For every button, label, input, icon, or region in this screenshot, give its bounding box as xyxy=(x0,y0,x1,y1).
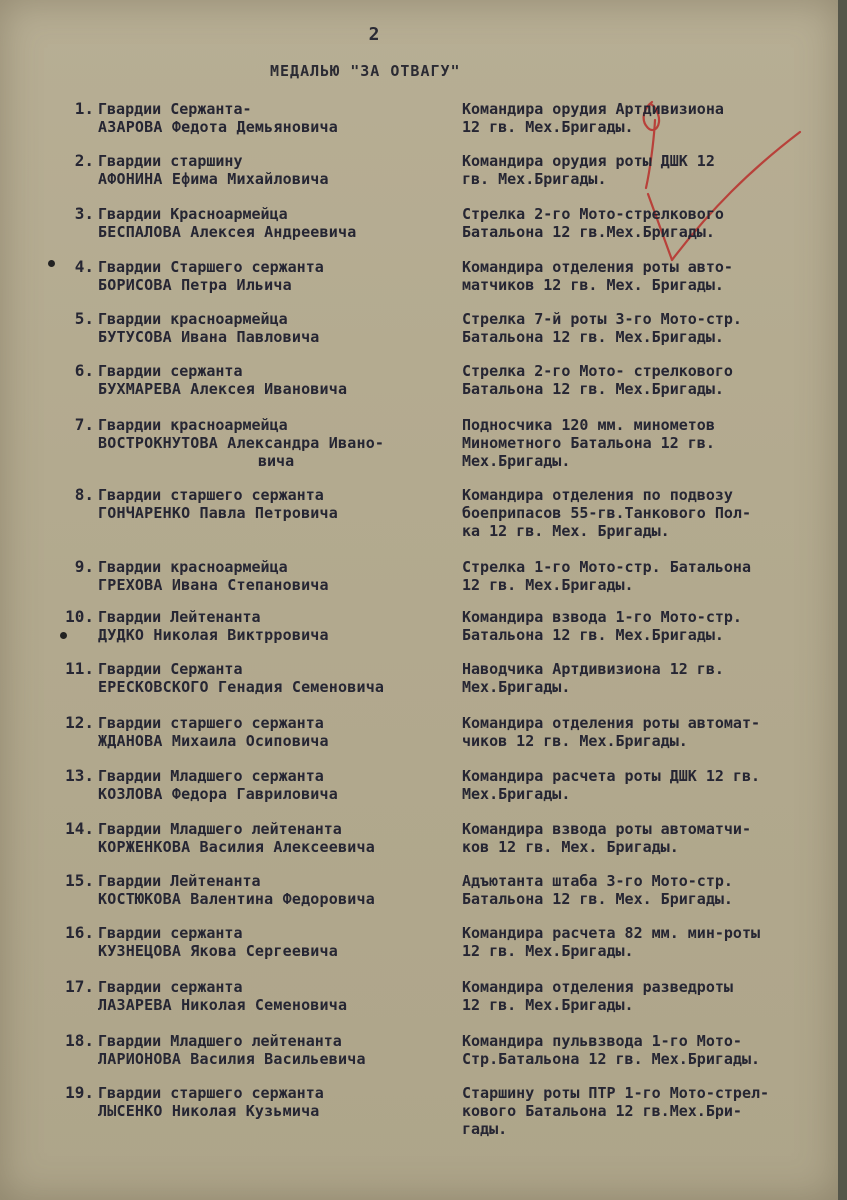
entry-person xyxy=(98,205,458,241)
entry-rank: Гвардии сержанта xyxy=(98,978,243,996)
entry-rank: Гвардии Сержанта xyxy=(98,660,243,678)
entry-number: 13. xyxy=(65,766,94,785)
entry-number: 12. xyxy=(65,713,94,732)
entry-person xyxy=(98,152,458,188)
entry-number: 16. xyxy=(65,923,94,942)
entry-number: 5. xyxy=(74,309,94,328)
entry-name: ВОСТРОКНУТОВА Александра Ивано- xyxy=(98,434,385,452)
entry-person xyxy=(98,362,458,398)
entry-rank: Гвардии красноармейца xyxy=(98,416,288,434)
document-title: МЕДАЛЬЮ "ЗА ОТВАГУ" xyxy=(270,62,461,80)
entry-name: ГОНЧАРЕНКО Павла Петровича xyxy=(98,504,338,522)
entry-name: КУЗНЕЦОВА Якова Сергеевича xyxy=(98,942,338,960)
entry-name: БЕСПАЛОВА Алексея Андреевича xyxy=(98,223,357,241)
entry-person xyxy=(98,1032,458,1068)
entry-rank: Гвардии старшего сержанта xyxy=(98,714,324,732)
entry-rank: Гвардии старшего сержанта xyxy=(98,1084,324,1102)
entry-person xyxy=(98,608,458,644)
entry-name: КОЗЛОВА Федора Гавриловича xyxy=(98,785,338,803)
entry-person xyxy=(98,872,458,908)
entry-name: ЛАЗАРЕВА Николая Семеновича xyxy=(98,996,348,1014)
entry-number: 7. xyxy=(74,415,94,434)
entry-name: ЕРЕСКОВСКОГО Генадия Семеновича xyxy=(98,678,385,696)
entry-number: 11. xyxy=(65,659,94,678)
entry-rank: Гвардии Младшего лейтенанта xyxy=(98,1032,342,1050)
entry-position: Командира отделения роты автомат- чиков 12 гв. Мех.Бригады. xyxy=(462,714,761,750)
entry-number: 4. xyxy=(74,257,94,276)
entry-position: Командира расчета роты ДШК 12 гв. Мех.Бригады. xyxy=(462,767,761,803)
entry-number: 17. xyxy=(65,977,94,996)
entry-number: 1. xyxy=(74,99,94,118)
entry-name: АЗАРОВА Федота Демьяновича xyxy=(98,118,338,136)
entry-position: Командира орудия Артдивизиона 12 гв. Мех.Бригады. xyxy=(462,100,724,136)
entry-number: 10. xyxy=(65,607,94,626)
entry-position: Стрелка 1-го Мото-стр. Батальона 12 гв. Мех.Бригады. xyxy=(462,558,751,594)
entry-rank: Гвардии Сержанта- xyxy=(98,100,252,118)
entry-name: БУХМАРЕВА Алексея Ивановича xyxy=(98,380,348,398)
entry-rank: Гвардии старшину xyxy=(98,152,243,170)
entry-position: Стрелка 7-й роты 3-го Мото-стр. Батальона 12 гв. Мех.Бригады. xyxy=(462,310,742,346)
entry-position: Командира взвода 1-го Мото-стр. Батальона 12 гв. Мех.Бригады. xyxy=(462,608,742,644)
entry-rank: Гвардии Младшего лейтенанта xyxy=(98,820,342,838)
entry-position: Командира отделения по подвозу боеприпасов 55-гв.Танкового Пол- ка 12 гв. Мех. Бригады. xyxy=(462,486,751,540)
entry-rank: Гвардии Младшего сержанта xyxy=(98,767,324,785)
entry-number: 9. xyxy=(74,557,94,576)
entry-rank: Гвардии Лейтенанта xyxy=(98,608,261,626)
entry-position: Командира пульвзвода 1-го Мото- Стр.Батальона 12 гв. Мех.Бригады. xyxy=(462,1032,761,1068)
page-number xyxy=(345,24,405,45)
entry-name: КОРЖЕНКОВА Василия Алексеевича xyxy=(98,838,375,856)
page-number-text: 2 xyxy=(368,24,382,45)
entry-name: БУТУСОВА Ивана Павловича xyxy=(98,328,320,346)
entry-person xyxy=(98,416,458,470)
entry-person xyxy=(98,100,458,136)
ink-dot xyxy=(60,632,67,639)
entry-number: 19. xyxy=(65,1083,94,1102)
entry-position: Наводчика Артдивизиона 12 гв. Мех.Бригады. xyxy=(462,660,724,696)
entry-name: ДУДКО Николая Виктрровича xyxy=(98,626,329,644)
entry-number: 14. xyxy=(65,819,94,838)
entry-name: БОРИСОВА Петра Ильича xyxy=(98,276,292,294)
entry-person xyxy=(98,1084,458,1120)
entry-person xyxy=(98,978,458,1014)
entry-position: Подносчика 120 мм. минометов Минометного Батальона 12 гв. Мех.Бригады. xyxy=(462,416,715,470)
entry-position: Стрелка 2-го Мото- стрелкового Батальона 12 гв. Мех.Бригады. xyxy=(462,362,733,398)
entry-number: 3. xyxy=(74,204,94,223)
entry-rank: Гвардии красноармейца xyxy=(98,310,288,328)
entry-number: 15. xyxy=(65,871,94,890)
entry-position: Командира отделения разведроты 12 гв. Мех.Бригады. xyxy=(462,978,733,1014)
entry-number: 2. xyxy=(74,151,94,170)
entry-person xyxy=(98,924,458,960)
entry-position: Старшину роты ПТР 1-го Мото-стрел- кового Батальона 12 гв.Мех.Бри- гады. xyxy=(462,1084,770,1138)
entry-person xyxy=(98,820,458,856)
entry-rank: Гвардии старшего сержанта xyxy=(98,486,324,504)
entry-position: Командира расчета 82 мм. мин-роты 12 гв. Мех.Бригады. xyxy=(462,924,761,960)
entry-rank: Гвардии сержанта xyxy=(98,362,243,380)
entry-rank: Гвардии сержанта xyxy=(98,924,243,942)
entry-person xyxy=(98,660,458,696)
entry-person xyxy=(98,714,458,750)
entry-name-continuation: вича xyxy=(258,452,295,470)
entry-rank: Гвардии красноармейца xyxy=(98,558,288,576)
entry-person xyxy=(98,310,458,346)
entry-name: ЛЫСЕНКО Николая Кузьмича xyxy=(98,1102,320,1120)
entry-name: ЖДАНОВА Михаила Осиповича xyxy=(98,732,329,750)
entry-name: ГРЕХОВА Ивана Степановича xyxy=(98,576,329,594)
entry-name: КОСТЮКОВА Валентина Федоровича xyxy=(98,890,375,908)
entry-number: 18. xyxy=(65,1031,94,1050)
entry-position: Адъютанта штаба 3-го Мото-стр. Батальона 12 гв. Мех. Бригады. xyxy=(462,872,733,908)
entry-number: 8. xyxy=(74,485,94,504)
entry-position: Стрелка 2-го Мото-стрелкового Батальона 12 гв.Мех.Бригады. xyxy=(462,205,724,241)
entry-person xyxy=(98,258,458,294)
entry-name: АФОНИНА Ефима Михайловича xyxy=(98,170,329,188)
entry-position: Командира взвода роты автоматчи- ков 12 гв. Мех. Бригады. xyxy=(462,820,751,856)
entry-position: Командира орудия роты ДШК 12 гв. Мех.Бригады. xyxy=(462,152,715,188)
entry-rank: Гвардии Лейтенанта xyxy=(98,872,261,890)
entry-person xyxy=(98,486,458,522)
entry-name: ЛАРИОНОВА Василия Васильевича xyxy=(98,1050,366,1068)
entry-person xyxy=(98,558,458,594)
entry-position: Командира отделения роты авто- матчиков 12 гв. Мех. Бригады. xyxy=(462,258,733,294)
entry-person xyxy=(98,767,458,803)
entry-rank: Гвардии Красноармейца xyxy=(98,205,288,223)
entry-rank: Гвардии Старшего сержанта xyxy=(98,258,324,276)
page-edge-shadow xyxy=(838,0,847,1200)
entry-number: 6. xyxy=(74,361,94,380)
